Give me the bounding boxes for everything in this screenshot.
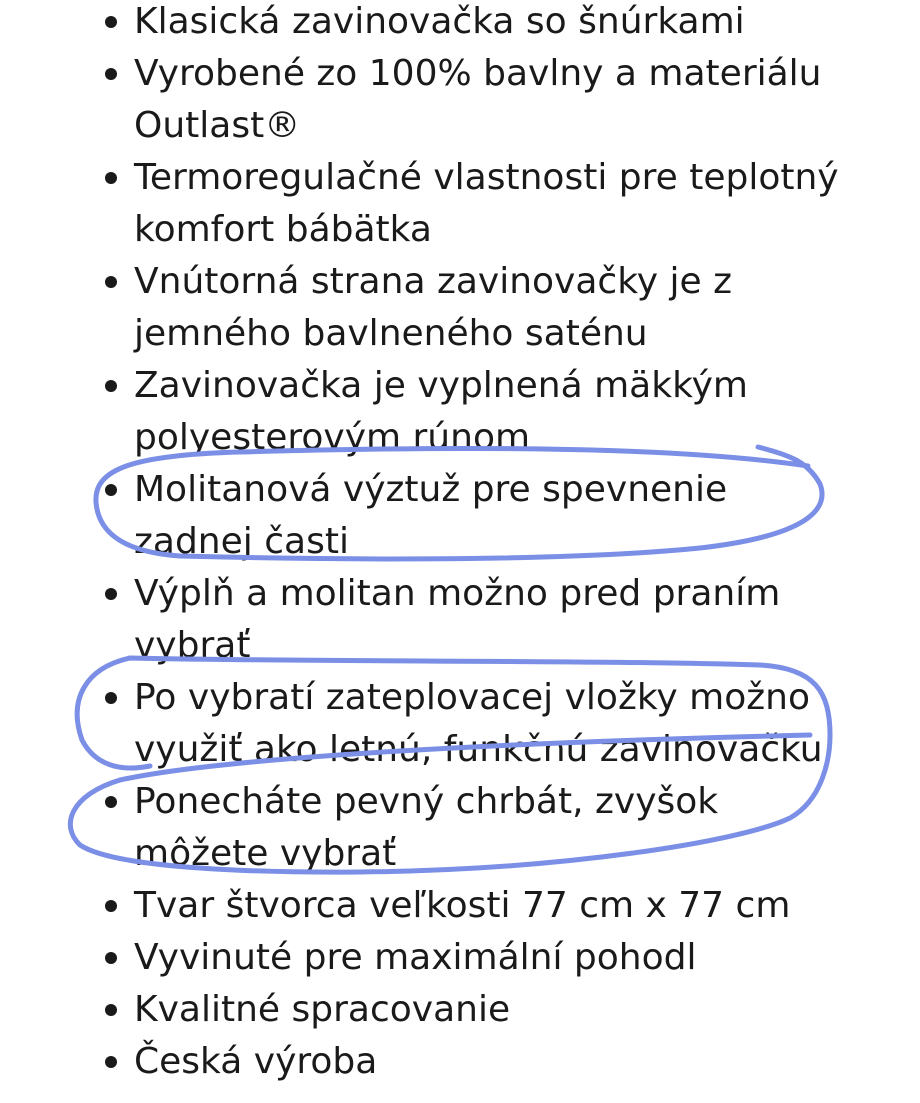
bullet-icon bbox=[105, 900, 117, 912]
feature-text: Zavinovačka je vyplnená mäkkým polyesterovým rúnom bbox=[134, 365, 749, 458]
feature-text: Vyrobené zo 100% bavlny a materiálu Outlast® bbox=[134, 53, 822, 146]
feature-item bbox=[0, 568, 920, 672]
bullet-icon bbox=[105, 952, 117, 964]
bullet-icon bbox=[105, 588, 117, 600]
bullet-icon bbox=[105, 1004, 117, 1016]
feature-text: Klasická zavinovačka so šnúrkami bbox=[134, 1, 745, 42]
bullet-icon bbox=[105, 796, 117, 808]
bullet-icon bbox=[105, 276, 117, 288]
feature-text: Termoregulačné vlastnosti pre teplotný komfort bábätka bbox=[134, 157, 839, 250]
feature-text: Vyvinuté pre maximální pohodl bbox=[134, 937, 697, 978]
bullet-icon bbox=[105, 1056, 117, 1068]
bullet-icon bbox=[105, 484, 117, 496]
feature-text: Česká výroba bbox=[134, 1041, 378, 1082]
feature-item bbox=[0, 1036, 920, 1103]
bullet-icon bbox=[105, 68, 117, 80]
feature-item-highlighted bbox=[0, 776, 920, 880]
feature-text: Vnútorná strana zavinovačky je z jemného bavlneného saténu bbox=[134, 261, 733, 354]
feature-item bbox=[0, 360, 920, 464]
feature-text: Kvalitné spracovanie bbox=[134, 989, 511, 1030]
feature-item bbox=[0, 48, 920, 152]
feature-item bbox=[0, 256, 920, 360]
bullet-icon bbox=[105, 16, 117, 28]
bullet-icon bbox=[105, 172, 117, 184]
bullet-icon bbox=[105, 692, 117, 704]
bullet-icon bbox=[105, 380, 117, 392]
feature-item bbox=[0, 152, 920, 256]
feature-text: Molitanová výztuž pre spevnenie zadnej časti bbox=[134, 469, 728, 562]
feature-text: Výplň a molitan možno pred praním vybrať bbox=[134, 573, 781, 666]
feature-item-highlighted bbox=[0, 672, 920, 776]
feature-text: Ponecháte pevný chrbát, zvyšok môžete vybrať bbox=[134, 781, 719, 874]
feature-item-highlighted bbox=[0, 464, 920, 568]
feature-text: Tvar štvorca veľkosti 77 cm x 77 cm bbox=[134, 885, 791, 926]
feature-text: Po vybratí zateplovacej vložky možno využiť ako letnú, funkčnú zavinovačku bbox=[134, 677, 823, 770]
